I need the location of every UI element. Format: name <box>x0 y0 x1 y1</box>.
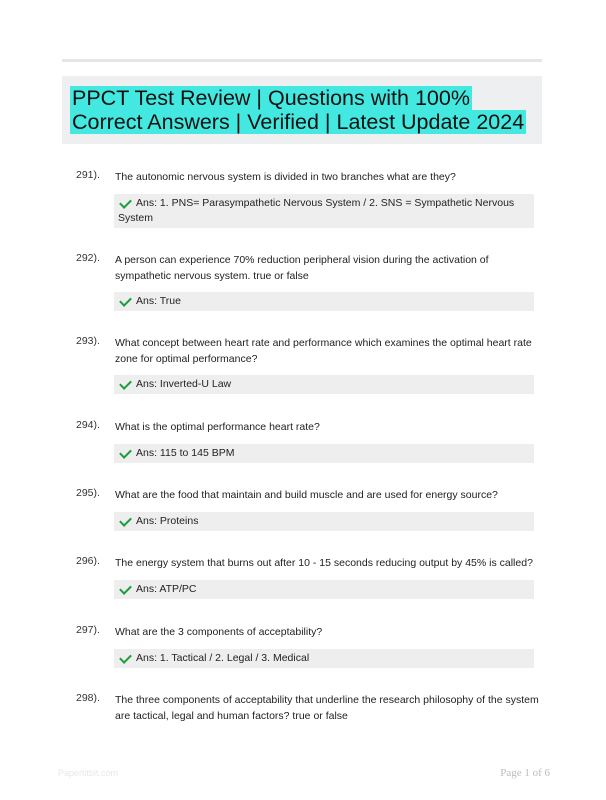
question-number: 296). <box>76 555 100 567</box>
question-text: The three components of acceptability that underline the research philosophy of the system are tactical, legal and human factors? true or false <box>115 694 539 722</box>
question-text: What are the 3 components of acceptability? <box>115 626 323 638</box>
answer-text: Ans: Proteins <box>136 515 199 527</box>
answer-text: Ans: True <box>136 295 181 307</box>
top-divider <box>62 59 542 62</box>
question-number: 297). <box>76 624 100 636</box>
question-text: What is the optimal performance heart rate? <box>115 421 320 433</box>
answer-box <box>114 444 534 463</box>
question-number: 292). <box>76 252 100 264</box>
footer-watermark: Papertitbit.com <box>58 768 119 778</box>
answer-text: Ans: Inverted-U Law <box>136 378 232 390</box>
question-text: What are the food that maintain and build muscle and are used for energy source? <box>115 489 498 501</box>
question-number: 291). <box>76 169 100 181</box>
checkmark-icon <box>119 377 132 390</box>
answer-box <box>114 194 534 228</box>
question-text: The autonomic nervous system is divided in two branches what are they? <box>115 171 456 183</box>
question-text: What concept between heart rate and performance which examines the optimal heart rate zone for optimal performance? <box>115 337 532 365</box>
document-title: PPCT Test Review | Questions with 100% Correct Answers | Verified | Latest Update 2024 <box>72 86 525 134</box>
answer-box <box>114 292 534 311</box>
question-number: 295). <box>76 487 100 499</box>
question-text: A person can experience 70% reduction peripheral vision during the activation of sympathetic nervous system. true or false <box>115 254 489 282</box>
answer-box <box>114 512 534 531</box>
checkmark-icon <box>119 651 132 664</box>
question-number: 293). <box>76 335 100 347</box>
question-number: 298). <box>76 692 100 704</box>
answer-box <box>114 375 534 394</box>
answer-box <box>114 580 534 599</box>
answer-text: Ans: 1. PNS= Parasympathetic Nervous System / 2. SNS = Sympathetic Nervous System <box>118 197 515 224</box>
checkmark-icon <box>119 582 132 595</box>
checkmark-icon <box>119 446 132 459</box>
question-text: The energy system that burns out after 10 - 15 seconds reducing output by 45% is called? <box>115 557 533 569</box>
checkmark-icon <box>119 514 132 527</box>
question-number: 294). <box>76 419 100 431</box>
page-indicator: Page 1 of 6 <box>500 767 550 779</box>
answer-box <box>114 649 534 668</box>
checkmark-icon <box>119 196 132 209</box>
answer-text: Ans: 1. Tactical / 2. Legal / 3. Medical <box>136 652 310 664</box>
answer-text: Ans: 115 to 145 BPM <box>136 447 235 459</box>
answer-text: Ans: ATP/PC <box>136 583 197 595</box>
checkmark-icon <box>119 294 132 307</box>
